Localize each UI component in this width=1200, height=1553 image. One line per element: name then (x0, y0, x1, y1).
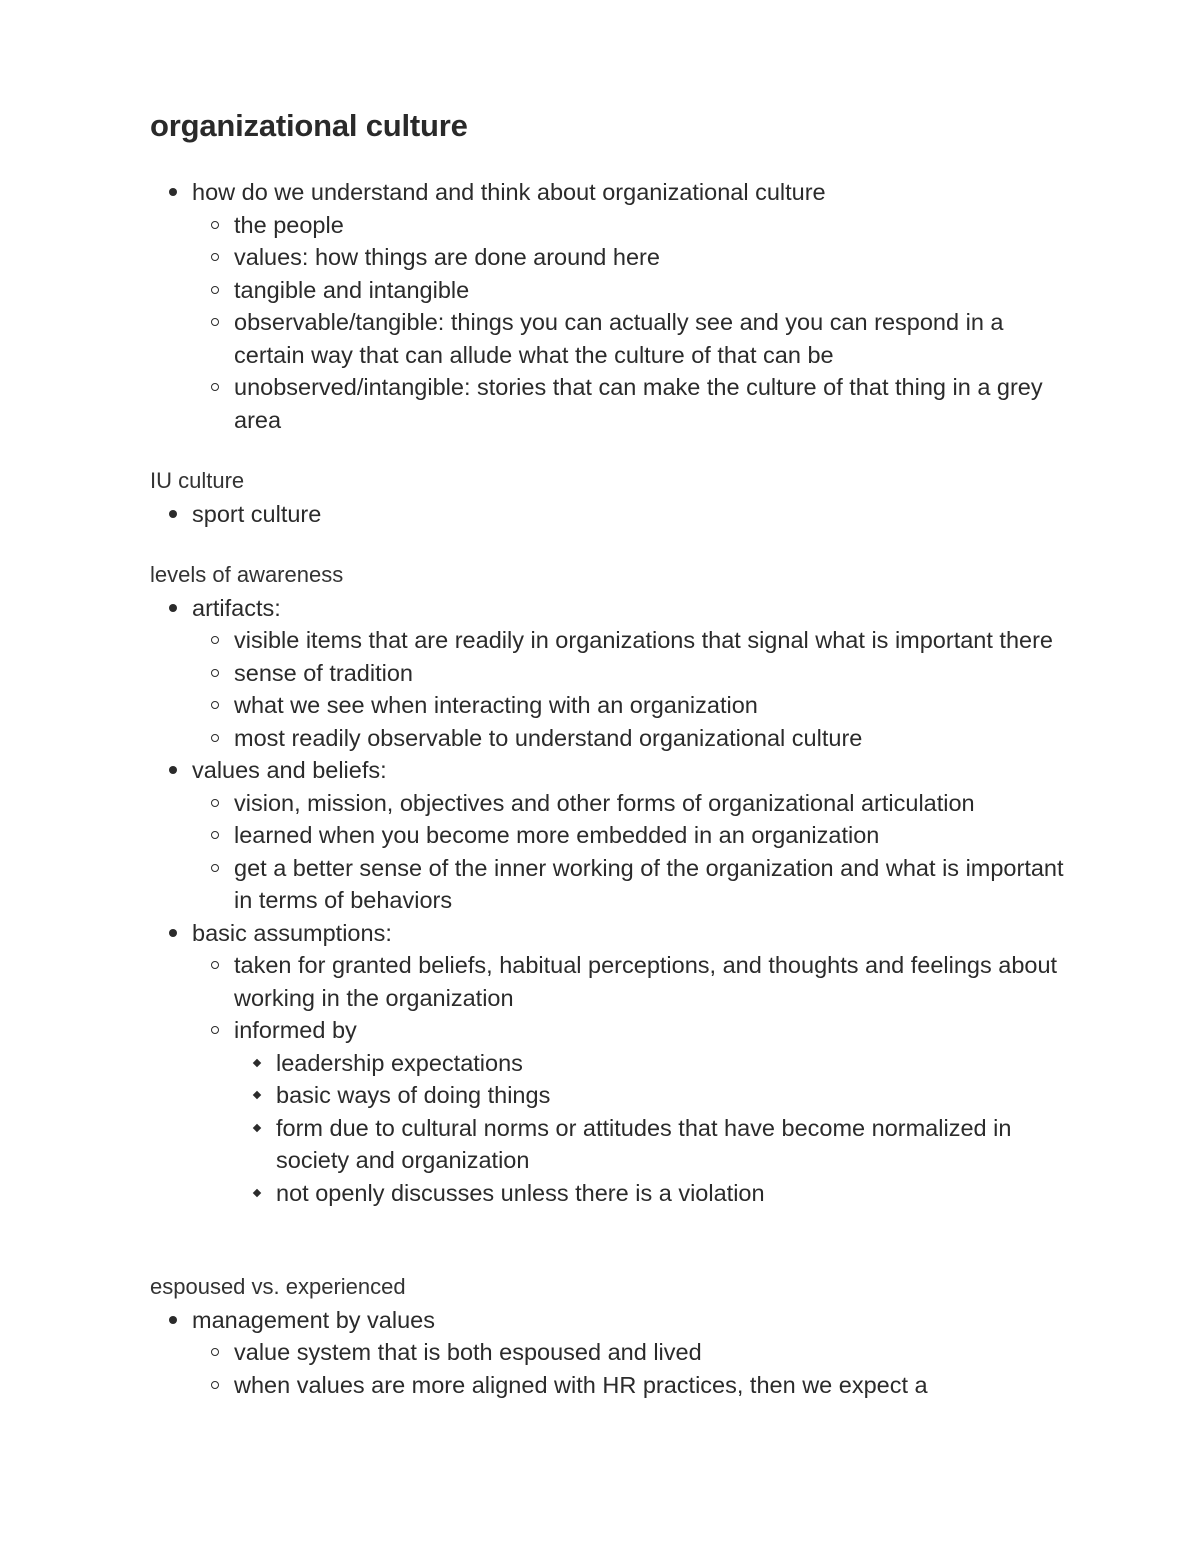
circle-bullet-icon (208, 852, 222, 885)
list-item-text: sense of tradition (234, 659, 413, 686)
list-item (150, 241, 1070, 274)
list-item-text: tangible and intangible (234, 276, 470, 303)
list-item-text: management by values (192, 1306, 435, 1333)
list-item-text: taken for granted beliefs, habitual perceptions, and thoughts and feelings about working in the organization (234, 952, 1058, 1011)
list-item (150, 1014, 1070, 1047)
circle-bullet-icon (208, 209, 222, 242)
bullet-icon (166, 498, 180, 531)
list-item-text: get a better sense of the inner working of the organization and what is important in terms of behaviors (234, 854, 1064, 913)
section-heading: levels of awareness (150, 562, 344, 587)
list-item-text: basic assumptions: (192, 919, 392, 946)
list-item-text: how do we understand and think about organizational culture (192, 179, 826, 205)
list-item (150, 949, 1070, 1014)
document-page (150, 100, 1070, 1401)
circle-bullet-icon (208, 274, 222, 307)
list-item (150, 689, 1070, 722)
circle-bullet-icon (208, 819, 222, 852)
circle-bullet-icon (208, 624, 222, 657)
list-item-text: vision, mission, objectives and other forms of organizational articulation (234, 789, 975, 816)
list-item-text: what we see when interacting with an organization (234, 692, 758, 718)
section-heading: espoused vs. experienced (150, 1274, 406, 1299)
section-heading: IU culture (150, 468, 245, 493)
circle-bullet-icon (208, 1336, 222, 1369)
bullet-icon (166, 1304, 180, 1337)
list-item (150, 592, 1070, 625)
bullet-icon (166, 917, 180, 950)
circle-bullet-icon (208, 371, 222, 404)
diamond-bullet-icon (250, 1079, 264, 1112)
list-item (150, 371, 1070, 436)
list-item-text: form due to cultural norms or attitudes that have become normalized in society and organization (276, 1114, 1012, 1173)
bullet-icon (166, 592, 180, 625)
list-item (150, 819, 1070, 852)
list-item (150, 1336, 1070, 1369)
list-item-text: the people (234, 211, 344, 238)
list-item (150, 1047, 1070, 1080)
list-item (150, 498, 1070, 531)
list-item (150, 852, 1070, 917)
list-item (150, 1079, 1070, 1112)
list-item-text: most readily observable to understand organizational culture (234, 724, 863, 751)
list-item (150, 754, 1070, 787)
page-title: organizational culture (150, 108, 468, 143)
list-item (150, 787, 1070, 820)
circle-bullet-icon (208, 241, 222, 274)
list-item-text: value system that is both espoused and lived (234, 1339, 702, 1365)
list-item (150, 274, 1070, 307)
list-item (150, 657, 1070, 690)
list-item-text: visible items that are readily in organizations that signal what is important there (234, 627, 1053, 653)
list-item-text: when values are more aligned with HR practices, then we expect a (234, 1371, 928, 1398)
circle-bullet-icon (208, 1369, 222, 1402)
list-item-text: leadership expectations (276, 1049, 523, 1076)
list-item-text: learned when you become more embedded in an organization (234, 822, 880, 848)
list-item-text: artifacts: (192, 594, 281, 621)
circle-bullet-icon (208, 306, 222, 339)
diamond-bullet-icon (250, 1177, 264, 1210)
list-item-text: values and beliefs: (192, 757, 387, 783)
list-item-text: sport culture (192, 500, 322, 527)
list-item (150, 306, 1070, 371)
circle-bullet-icon (208, 1014, 222, 1047)
list-item-text: informed by (234, 1017, 357, 1043)
circle-bullet-icon (208, 722, 222, 755)
list-item (150, 1369, 1070, 1402)
list-item (150, 1112, 1070, 1177)
list-item-text: unobserved/intangible: stories that can make the culture of that thing in a grey area (234, 374, 1043, 433)
list-item-text: not openly discusses unless there is a violation (276, 1179, 765, 1206)
list-item (150, 624, 1070, 657)
list-item-text: observable/tangible: things you can actually see and you can respond in a certain way that can allude what the culture of that can be (234, 309, 1004, 368)
circle-bullet-icon (208, 689, 222, 722)
list-item (150, 176, 1070, 209)
list-item (150, 722, 1070, 755)
circle-bullet-icon (208, 949, 222, 982)
bullet-icon (166, 754, 180, 787)
list-item (150, 209, 1070, 242)
list-item (150, 1304, 1070, 1337)
list-item (150, 1177, 1070, 1210)
circle-bullet-icon (208, 657, 222, 690)
diamond-bullet-icon (250, 1047, 264, 1080)
bullet-icon (166, 176, 180, 209)
diamond-bullet-icon (250, 1112, 264, 1145)
circle-bullet-icon (208, 787, 222, 820)
list-item-text: basic ways of doing things (276, 1082, 551, 1108)
list-item (150, 917, 1070, 950)
list-item-text: values: how things are done around here (234, 244, 660, 270)
